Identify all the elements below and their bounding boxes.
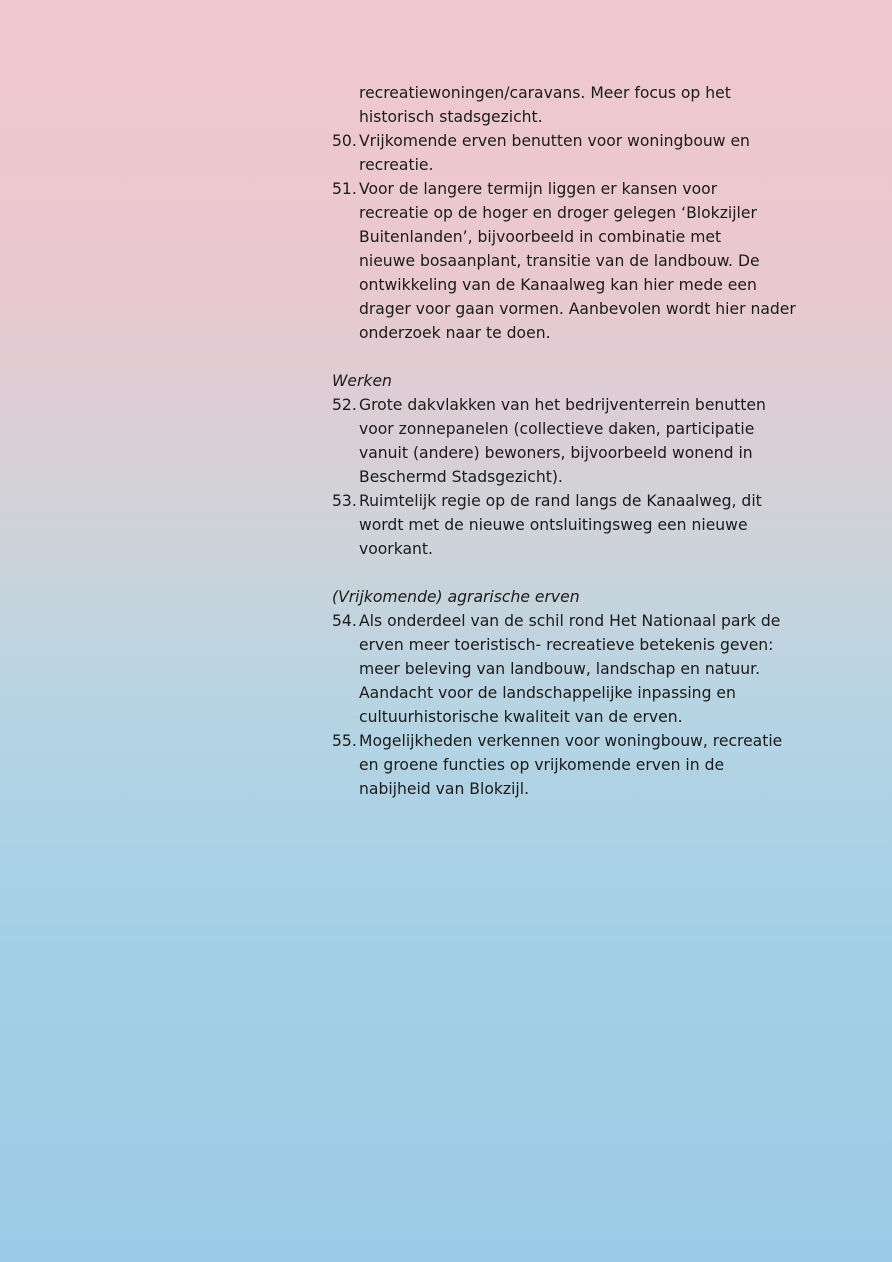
item-number: 53. (332, 492, 357, 510)
item-line: onderzoek naar te doen. (359, 324, 551, 342)
item-text (359, 609, 780, 729)
section-heading-werken: Werken (332, 372, 392, 390)
list-item-54 (332, 609, 832, 729)
item-line: erven meer toeristisch- recreatieve betekenis geven: (359, 636, 774, 654)
item-line: vanuit (andere) bewoners, bijvoorbeeld wonend in (359, 444, 753, 462)
section-gap (332, 561, 832, 585)
item-number: 54. (332, 612, 357, 630)
item-line: Als onderdeel van de schil rond Het Nationaal park de (359, 612, 781, 630)
item-line: ontwikkeling van de Kanaalweg kan hier mede een (359, 276, 757, 294)
item-line: Ruimtelijk regie op de rand langs de Kanaalweg, dit (359, 492, 762, 510)
item-line: Aandacht voor de landschappelijke inpassing en (359, 684, 736, 702)
item-line: en groene functies op vrijkomende erven in de (359, 756, 725, 774)
item-line: recreatie op de hoger en droger gelegen ‘Blokzijler (359, 204, 757, 222)
intro-line: historisch stadsgezicht. (359, 108, 543, 126)
item-text (359, 489, 762, 561)
item-line: nabijheid van Blokzijl. (359, 780, 530, 798)
item-line: Grote dakvlakken van het bedrijventerrein benutten (359, 396, 766, 414)
item-line: recreatie. (359, 156, 434, 174)
intro-line: recreatiewoningen/caravans. Meer focus op het (359, 84, 731, 102)
item-number: 55. (332, 732, 357, 750)
list-item-52 (332, 393, 832, 489)
item-line: drager voor gaan vormen. Aanbevolen wordt hier nader (359, 300, 796, 318)
list-item-53 (332, 489, 832, 561)
item-line: voorkant. (359, 540, 433, 558)
list-item-51 (332, 177, 832, 345)
item-line: Voor de langere termijn liggen er kansen voor (359, 180, 718, 198)
item-line: Beschermd Stadsgezicht). (359, 468, 563, 486)
item-line: Buitenlanden’, bijvoorbeeld in combinatie met (359, 228, 722, 246)
item-line: cultuurhistorische kwaliteit van de erven. (359, 708, 683, 726)
text-column (332, 81, 832, 801)
section-heading-erven: (Vrijkomende) agrarische erven (332, 588, 580, 606)
item-line: wordt met de nieuwe ontsluitingsweg een nieuwe (359, 516, 748, 534)
item-text (359, 129, 750, 177)
item-text (359, 393, 766, 489)
list-item-50 (332, 129, 832, 177)
item-number: 51. (332, 180, 357, 198)
item-line: meer beleving van landbouw, landschap en natuur. (359, 660, 761, 678)
item-line: Mogelijkheden verkennen voor woningbouw, recreatie (359, 732, 783, 750)
item-text (359, 729, 782, 801)
item-line: voor zonnepanelen (collectieve daken, participatie (359, 420, 755, 438)
item-number: 52. (332, 396, 357, 414)
list-item-55 (332, 729, 832, 801)
item-line: Vrijkomende erven benutten voor woningbouw en (359, 132, 750, 150)
item-number: 50. (332, 132, 357, 150)
item-line: nieuwe bosaanplant, transitie van de landbouw. De (359, 252, 760, 270)
item-text (359, 177, 796, 345)
section-gap (332, 345, 832, 369)
